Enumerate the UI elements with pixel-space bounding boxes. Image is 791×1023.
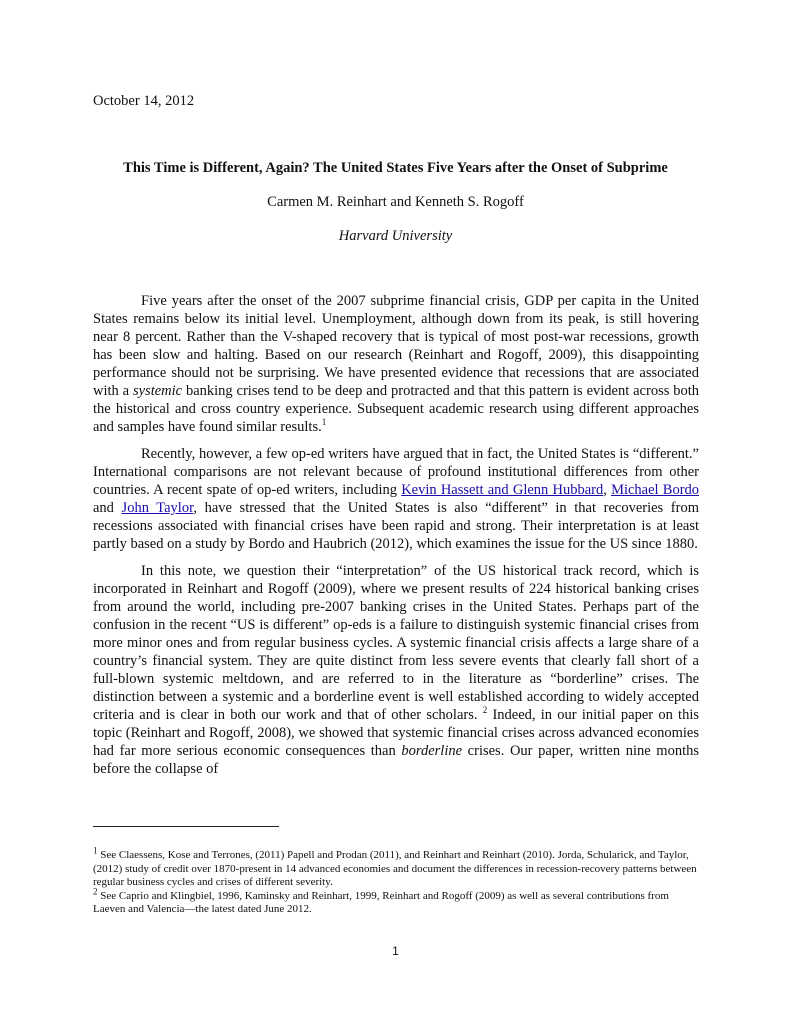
link-taylor[interactable]: John Taylor bbox=[121, 500, 194, 516]
link-hassett-hubbard[interactable]: Kevin Hassett and Glenn Hubbard bbox=[401, 482, 604, 498]
document-title: This Time is Different, Again? The United States Five Years after the Onset of Subprime bbox=[123, 160, 668, 176]
footnotes bbox=[93, 845, 699, 917]
document-body bbox=[93, 292, 699, 787]
emphasis-borderline: borderline bbox=[401, 743, 463, 759]
footnote-ref-2[interactable]: 2 bbox=[482, 705, 488, 716]
document-affiliation: Harvard University bbox=[338, 228, 453, 244]
paragraph-2: Recently, however, a few op-ed writers have argued that in fact, the United States is “different.” International comparisons are not relevant because of profound institutional differences from other countries. A recent spate of op-ed writers, including Kevin Hassett and Glenn Hubbard, Michael Bordo and John Taylor, have stressed that the United States is also “different” in that recoveries from recessions associated with financial crises have been rapid and strong. Their interpretation is at least partly based on a study by Bordo and Haubrich (2012), which examines the issue for the US since 1880. bbox=[93, 446, 700, 552]
page-number: 1 bbox=[392, 944, 399, 958]
paragraph-1: Five years after the onset of the 2007 subprime financial crisis, GDP per capita in the United States remains below its initial level. Unemployment, although down from its peak, is still hovering near 8 percent. Rather than the V-shaped recovery that is typical of most post-war recessions, growth has been slow and halting. Based on our research (Reinhart and Rogoff, 2009), this disappointing performance should not be surprising. We have presented evidence that recessions that are associated with a systemic banking crises tend to be deep and protracted and that this pattern is evident across both the historical and cross country experience. Subsequent academic research using different approaches and samples have found similar results.$^1$ bbox=[93, 293, 699, 435]
emphasis-systemic: systemic bbox=[132, 383, 183, 399]
footnote-divider bbox=[93, 826, 279, 827]
document-date: October 14, 2012 bbox=[93, 93, 195, 109]
footnote-2: $^2$ See Caprio and Klingbiel, 1996, Kaminsky and Reinhart, 1999, Reinhart and Rogoff (2009) as well as several contributions from Laeven and Valencia—the latest dated June 2012. bbox=[93, 885, 669, 915]
footnote-1: $^1$ See Claessens, Kose and Terrones, (2011) Papell and Prodan (2011), and Reinhart and Reinhart (2010). Jorda, Schularick, and Taylor, (2012) study of credit over 1870-present in 14 advanced economies and document the differences in recession-recovery patterns between regular business cycles and crises of different severity. bbox=[93, 845, 697, 888]
link-bordo[interactable]: Michael Bordo bbox=[611, 482, 700, 498]
paragraph-3: In this note, we question their “interpretation” of the US historical track record, which is incorporated in Reinhart and Rogoff (2009), where we present results of 224 historical banking crises from around the world, including pre-2007 banking crises in the United States. Perhaps part of the confusion in the recent “US is different” op-eds is a failure to distinguish systemic financial crises from more minor ones and from regular business cycles. A systemic financial crisis affects a large share of a country’s financial system. They are quite distinct from less severe events that clearly fall short of a full-blown systemic meltdown, and are referred to in the literature as “borderline” crises. The distinction between a systemic and a borderline event is well established according to widely accepted criteria and is clear in both our work and that of other scholars. $^2$ Indeed, in our initial paper on this topic (Reinhart and Rogoff, 2008), we showed that systemic financial crises across advanced economies had far more serious economic consequences than borderline crises. Our paper, written nine months before the collapse of bbox=[93, 563, 699, 777]
document-authors: Carmen M. Reinhart and Kenneth S. Rogoff bbox=[267, 194, 524, 210]
footnote-ref-1[interactable]: 1 bbox=[321, 417, 327, 428]
